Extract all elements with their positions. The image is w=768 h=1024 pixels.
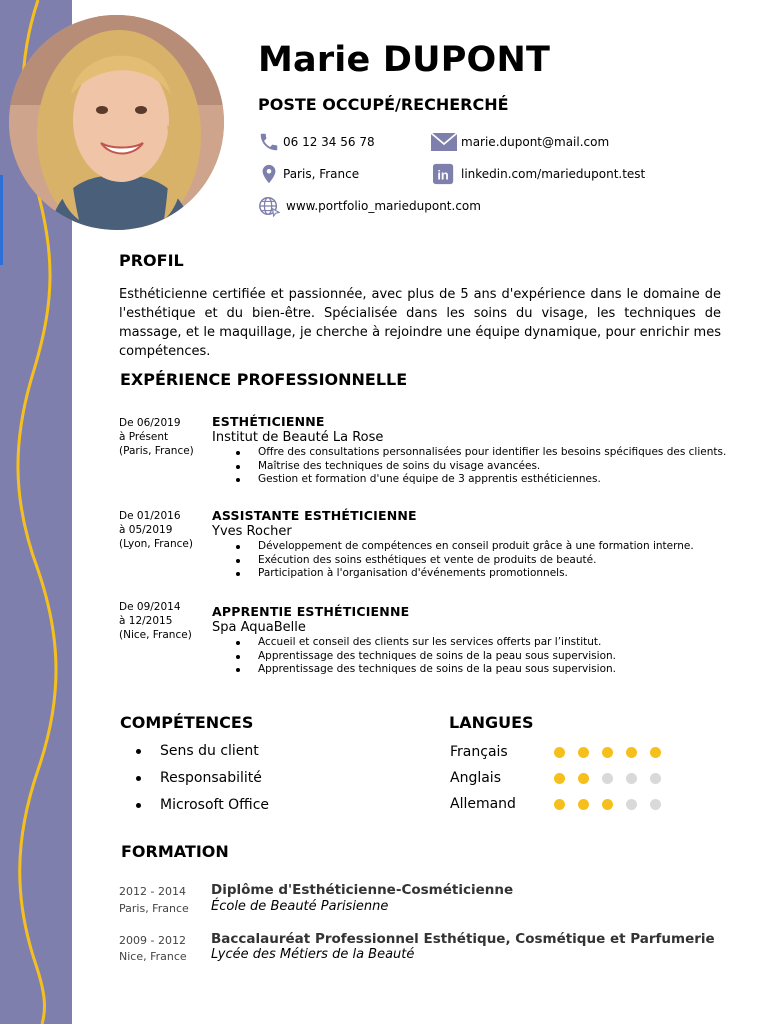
company-name: Yves Rocher [212,524,292,539]
experience-entry [212,508,732,581]
level-dot-filled [602,747,613,758]
date-from: De 06/2019 [119,417,181,429]
list-item: Offre des consultations personnalisées pour identifier les besoins spécifiques des clients. [212,446,732,460]
contact-linkedin[interactable] [430,163,645,185]
education-place: Nice, France [119,950,187,963]
task-list [212,636,732,677]
education-degree: Baccalauréat Professionnel Esthétique, Cosmétique et Parfumerie [211,931,715,947]
map-pin-icon [258,163,280,185]
job-role: APPRENTIE ESTHÉTICIENNE [212,604,410,619]
list-item: Apprentissage des techniques de soins de la peau sous supervision. [212,650,732,664]
education-years: 2009 - 2012 [119,934,186,947]
experience-entry [212,414,732,487]
location-text: Paris, France [283,167,360,181]
skills-section-title: COMPÉTENCES [120,713,254,732]
list-item: Apprentissage des techniques de soins de la peau sous supervision. [212,663,732,677]
level-dot-filled [578,773,589,784]
language-level [554,773,674,784]
company-name: Spa AquaBelle [212,620,306,635]
experience-dates [119,509,211,551]
language-row [450,744,674,760]
job-location: (Nice, France) [119,629,192,641]
list-item: Gestion et formation d'une équipe de 3 apprentis esthéticiennes. [212,473,732,487]
date-from: De 09/2014 [119,601,181,613]
language-name: Allemand [450,796,516,812]
skills-list [120,738,269,819]
list-item: Microsoft Office [120,792,269,819]
level-dot-filled [578,747,589,758]
candidate-name: Marie DUPONT [258,40,551,80]
level-dot-filled [650,747,661,758]
contact-phone[interactable] [258,131,375,153]
linkedin-icon-text: in [437,167,449,183]
phone-text: 06 12 34 56 78 [283,135,375,149]
phone-icon [258,131,280,153]
level-dot-filled [554,773,565,784]
language-level [554,799,674,810]
task-list [212,540,732,581]
profile-photo [9,15,224,230]
website-text: www.portfolio_mariedupont.com [286,199,481,213]
date-from: De 01/2016 [119,510,181,522]
job-location: (Paris, France) [119,445,194,457]
experience-entry [212,604,732,677]
level-dot-filled [626,747,637,758]
list-item: Responsabilité [120,765,269,792]
job-title: POSTE OCCUPÉ/RECHERCHÉ [258,95,509,114]
language-name: Anglais [450,770,501,786]
level-dot-empty [650,799,661,810]
date-to: à 12/2015 [119,615,173,627]
job-location: (Lyon, France) [119,538,193,550]
level-dot-filled [578,799,589,810]
education-school: Lycée des Métiers de la Beauté [211,947,415,962]
envelope-icon [430,131,458,153]
task-list [212,446,732,487]
languages-section-title: LANGUES [449,713,534,732]
list-item: Maîtrise des techniques de soins du visage avancées. [212,460,732,474]
profile-text: Esthéticienne certifiée et passionnée, avec plus de 5 ans d'expérience dans le domaine de l'esthétique et du bien-être. Spécialisée dans les soins du visage, les techniques de massage, et le maquillage, je cherche à rejoindre une équipe dynamique, pour enrichir mes compétences. [119,287,721,359]
education-place: Paris, France [119,902,189,915]
experience-dates [119,416,211,458]
experience-section-title: EXPÉRIENCE PROFESSIONNELLE [120,370,408,389]
date-to: à Présent [119,431,169,443]
list-item: Exécution des soins esthétiques et vente de produits de beauté. [212,554,732,568]
level-dot-filled [554,747,565,758]
contact-website[interactable] [258,195,481,217]
level-dot-filled [554,799,565,810]
language-row [450,796,674,812]
list-item: Développement de compétences en conseil produit grâce à une formation interne. [212,540,732,554]
education-degree: Diplôme d'Esthéticienne-Cosméticienne [211,882,514,898]
company-name: Institut de Beauté La Rose [212,430,384,445]
language-name: Français [450,744,508,760]
education-years: 2012 - 2014 [119,885,186,898]
email-text: marie.dupont@mail.com [461,135,610,149]
date-to: à 05/2019 [119,524,173,536]
globe-icon [258,195,283,217]
list-item: Sens du client [120,738,269,765]
level-dot-empty [650,773,661,784]
level-dot-filled [602,799,613,810]
level-dot-empty [626,799,637,810]
job-role: ESTHÉTICIENNE [212,414,325,429]
list-item: Accueil et conseil des clients sur les services offerts par l’institut. [212,636,732,650]
education-section-title: FORMATION [121,842,229,861]
linkedin-text: linkedin.com/mariedupont.test [461,167,646,181]
contact-location [258,163,359,185]
profile-section-title: PROFIL [119,251,184,270]
experience-dates [119,600,211,642]
education-school: École de Beauté Parisienne [211,899,389,914]
contact-email[interactable] [430,131,609,153]
language-row [450,770,674,786]
level-dot-empty [626,773,637,784]
level-dot-empty [602,773,613,784]
language-level [554,747,674,758]
linkedin-icon [430,163,458,185]
list-item: Participation à l'organisation d'événements promotionnels. [212,567,732,581]
job-role: ASSISTANTE ESTHÉTICIENNE [212,508,417,523]
